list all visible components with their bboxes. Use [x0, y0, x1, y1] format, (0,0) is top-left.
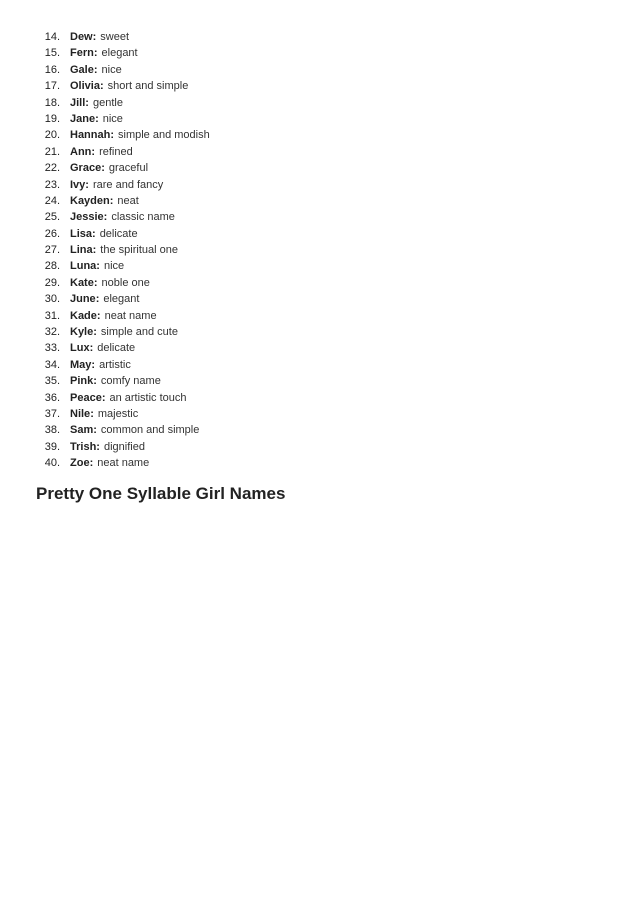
list-item: 17. Olivia : short and simple: [36, 78, 210, 94]
item-description: artistic: [99, 358, 131, 371]
item-number: 22.: [44, 162, 60, 175]
item-description: nice: [101, 63, 122, 76]
item-name: Peace: [70, 391, 102, 404]
item-number: 37.: [44, 407, 60, 420]
item-name: Luna: [70, 260, 97, 273]
item-description: refined: [99, 145, 133, 158]
item-number: 18.: [44, 96, 60, 109]
list-item: 15. Fern : elegant: [36, 45, 210, 61]
item-name: Lina: [70, 244, 93, 257]
item-description: rare and fancy: [92, 178, 164, 191]
item-number: 29.: [44, 276, 60, 289]
item-number: 35.: [44, 375, 60, 388]
item-description: common and simple: [100, 424, 200, 437]
item-name: Kate: [70, 276, 94, 289]
list-item: 16. Gale : nice: [36, 62, 210, 78]
item-description: delicate: [97, 342, 136, 355]
item-description: elegant: [103, 293, 140, 306]
item-description: noble one: [101, 276, 150, 289]
item-description: gentle: [92, 96, 123, 109]
list-item: 20. Hannah : simple and modish: [36, 127, 210, 143]
item-name: Pink: [70, 375, 94, 388]
item-number: 21.: [44, 145, 60, 158]
item-description: nice: [103, 260, 125, 273]
list-item: 32. Kyle : simple and cute: [36, 324, 210, 340]
item-number: 32.: [44, 326, 60, 339]
list-item: 24. Kayden : neat: [36, 193, 210, 209]
item-number: 38.: [44, 424, 60, 437]
list-item: 26. Lisa : delicate: [36, 226, 210, 242]
item-number: 23.: [44, 178, 60, 191]
item-number: 40.: [44, 457, 60, 470]
list-item: 34. May : artistic: [36, 357, 210, 373]
list-item: 27. Lina : the spiritual one: [36, 242, 210, 258]
girl-names-list: [36, 29, 210, 472]
item-name: Trish: [70, 440, 97, 453]
item-name: Kayden: [70, 194, 110, 207]
list-item: 21. Ann : refined: [36, 144, 210, 160]
item-description: short and simple: [107, 80, 189, 93]
list-item: 40. Zoe : neat name: [36, 455, 210, 471]
list-item: 36. Peace : an artistic touch: [36, 390, 210, 406]
item-number: 33.: [44, 342, 60, 355]
item-name: Grace: [70, 162, 102, 175]
section-heading: Pretty One Syllable Girl Names: [36, 484, 286, 503]
list-item: 35. Pink : comfy name: [36, 373, 210, 389]
list-item: 28. Luna : nice: [36, 258, 210, 274]
item-description: comfy name: [100, 375, 161, 388]
item-number: 30.: [44, 293, 60, 306]
item-number: 31.: [44, 309, 60, 322]
item-description: classic name: [111, 211, 175, 224]
item-description: nice: [102, 112, 123, 125]
list-item: 31. Kade : neat name: [36, 308, 210, 324]
list-item: 29. Kate : noble one: [36, 275, 210, 291]
list-item: 37. Nile : majestic: [36, 406, 210, 422]
item-description: an artistic touch: [109, 391, 187, 404]
list-item: 39. Trish : dignified: [36, 439, 210, 455]
item-description: majestic: [97, 407, 139, 420]
item-number: 15.: [44, 47, 60, 60]
list-item: 14. Dew : sweet: [36, 29, 210, 45]
item-number: 36.: [44, 391, 60, 404]
item-name: Kyle: [70, 326, 94, 339]
item-name: Dew: [70, 31, 93, 43]
list-item: 18. Jill : gentle: [36, 95, 210, 111]
item-description: neat: [117, 194, 139, 207]
item-name: Jessie: [70, 211, 104, 224]
item-name: May: [70, 358, 92, 371]
item-number: 20.: [44, 129, 60, 142]
item-description: simple and modish: [118, 129, 210, 142]
item-number: 27.: [44, 244, 60, 257]
item-number: 39.: [44, 440, 60, 453]
item-name: Zoe: [70, 457, 90, 470]
list-item: 22. Grace : graceful: [36, 160, 210, 176]
list-item: 25. Jessie : classic name: [36, 209, 210, 225]
item-number: 28.: [44, 260, 60, 273]
item-name: Jane: [70, 112, 96, 125]
item-name: Ann: [70, 145, 92, 158]
item-name: Gale: [70, 63, 94, 76]
list-item: 33. Lux : delicate: [36, 340, 210, 356]
item-number: 24.: [44, 194, 60, 207]
item-description: neat name: [104, 309, 157, 322]
item-description: the spiritual one: [100, 244, 178, 257]
item-name: June: [70, 293, 96, 306]
item-description: delicate: [99, 227, 138, 240]
list-item: 38. Sam : common and simple: [36, 422, 210, 438]
item-description: simple and cute: [100, 326, 178, 339]
item-number: 34.: [44, 358, 60, 371]
item-description: elegant: [101, 47, 138, 60]
item-description: dignified: [103, 440, 145, 453]
item-name: Nile: [70, 407, 91, 420]
item-description: graceful: [108, 162, 149, 175]
item-description: sweet: [100, 31, 130, 43]
item-number: 16.: [44, 63, 60, 76]
item-number: 17.: [44, 80, 60, 93]
item-name: Lux: [70, 342, 90, 355]
item-name: Ivy: [70, 178, 86, 191]
item-name: Olivia: [70, 80, 100, 93]
list-item: 19. Jane : nice: [36, 111, 210, 127]
item-name: Kade: [70, 309, 97, 322]
item-name: Hannah: [70, 129, 111, 142]
list-item: 30. June : elegant: [36, 291, 210, 307]
item-name: Jill: [70, 96, 86, 109]
item-number: 25.: [44, 211, 60, 224]
item-name: Sam: [70, 424, 94, 437]
list-item: 23. Ivy : rare and fancy: [36, 177, 210, 193]
item-number: 26.: [44, 227, 60, 240]
item-name: Lisa: [70, 227, 93, 240]
item-number: 14.: [44, 31, 60, 43]
item-name: Fern: [70, 47, 94, 60]
item-number: 19.: [44, 112, 60, 125]
item-description: neat name: [97, 457, 150, 470]
